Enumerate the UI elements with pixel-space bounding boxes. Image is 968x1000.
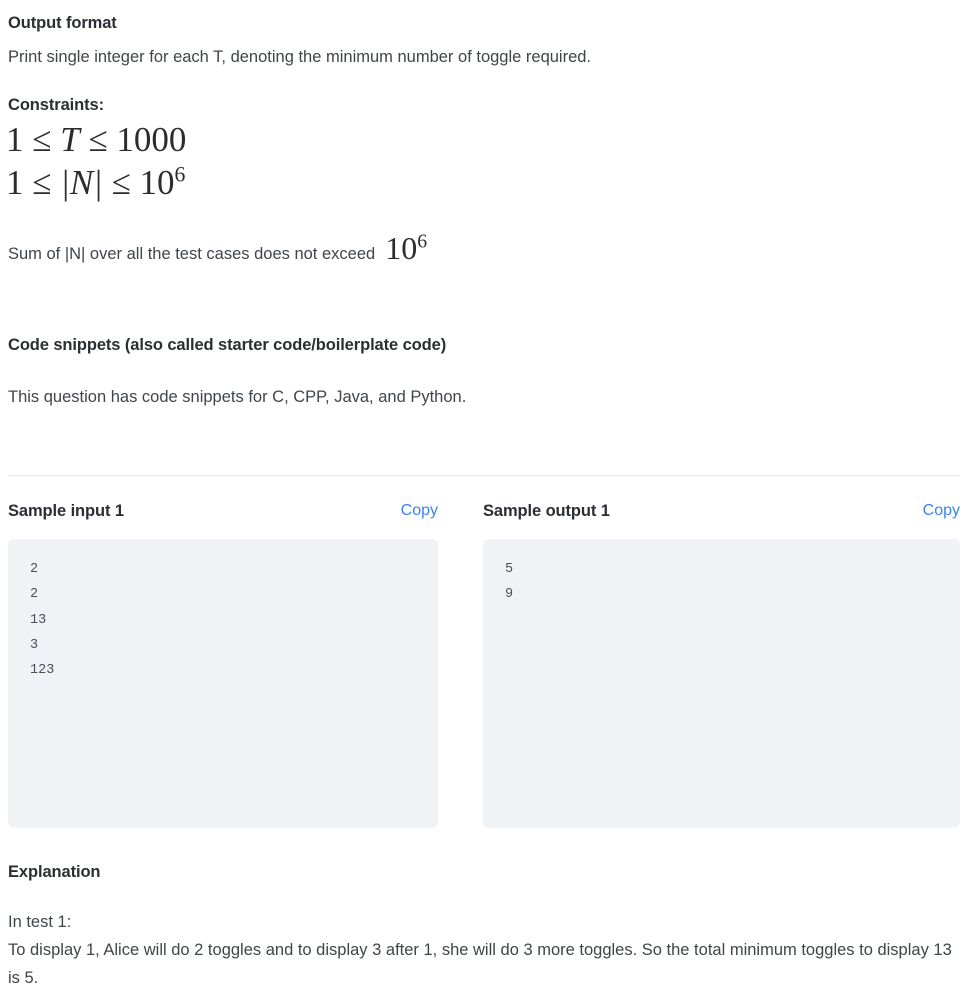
sum-base: 10 (385, 230, 418, 266)
explanation-body (8, 908, 960, 992)
output-format-heading: Output format (8, 14, 117, 32)
code-line: 5 (505, 562, 514, 577)
code-line: 13 (30, 612, 47, 628)
constraint-t-upper: 1000 (116, 120, 187, 159)
sum-constraint-line (8, 230, 427, 267)
code-line: 2 (30, 587, 39, 603)
constraint-n-variable: |N| (60, 163, 103, 202)
code-line: 3 (30, 637, 39, 653)
sample-output-code-box[interactable] (483, 539, 960, 828)
sum-constraint-value (385, 230, 427, 267)
constraint-n-rel1: ≤ (32, 163, 52, 202)
sample-input-code-box[interactable] (8, 539, 438, 828)
output-format-description: Print single integer for each T, denoting the minimum number of toggle required. (8, 48, 592, 66)
constraint-t-rel1: ≤ (32, 120, 52, 159)
code-line: 9 (505, 587, 514, 603)
code-snippets-heading: Code snippets (also called starter code/boilerplate code) (8, 336, 447, 354)
sample-input-header (8, 498, 438, 524)
explanation-line-1: In test 1: (8, 913, 72, 931)
constraint-formula-t (6, 120, 186, 160)
sample-output-header (483, 498, 960, 524)
constraint-n-lower: 1 (6, 163, 24, 202)
explanation-heading: Explanation (8, 863, 101, 881)
sample-output-title: Sample output 1 (483, 501, 610, 520)
sum-exponent: 6 (417, 230, 428, 253)
sum-constraint-text: Sum of |N| over all the test cases does not exceed (8, 245, 376, 263)
sample-output-panel (483, 498, 960, 828)
constraint-formula-n (6, 163, 185, 203)
constraint-t-variable: T (60, 120, 80, 159)
explanation-line-2: To display 1, Alice will do 2 toggles and to display 3 after 1, she will do 3 more toggles. So the total minimum toggles to display 13 is 5. (8, 941, 952, 987)
sample-input-title: Sample input 1 (8, 501, 124, 520)
code-snippets-description: This question has code snippets for C, CPP, Java, and Python. (8, 388, 467, 406)
copy-sample-input-button[interactable]: Copy (400, 502, 438, 519)
constraint-n-upper-exponent: 6 (174, 162, 186, 187)
code-line: 123 (30, 663, 55, 679)
copy-sample-output-button[interactable]: Copy (922, 502, 960, 519)
constraints-heading: Constraints: (8, 96, 104, 114)
section-divider (8, 475, 960, 476)
constraint-t-lower: 1 (6, 120, 24, 159)
sample-input-panel (8, 498, 438, 828)
constraint-n-rel2: ≤ (111, 163, 131, 202)
constraint-t-rel2: ≤ (88, 120, 108, 159)
code-line: 2 (30, 562, 39, 577)
constraint-n-upper-base: 10 (139, 163, 175, 202)
